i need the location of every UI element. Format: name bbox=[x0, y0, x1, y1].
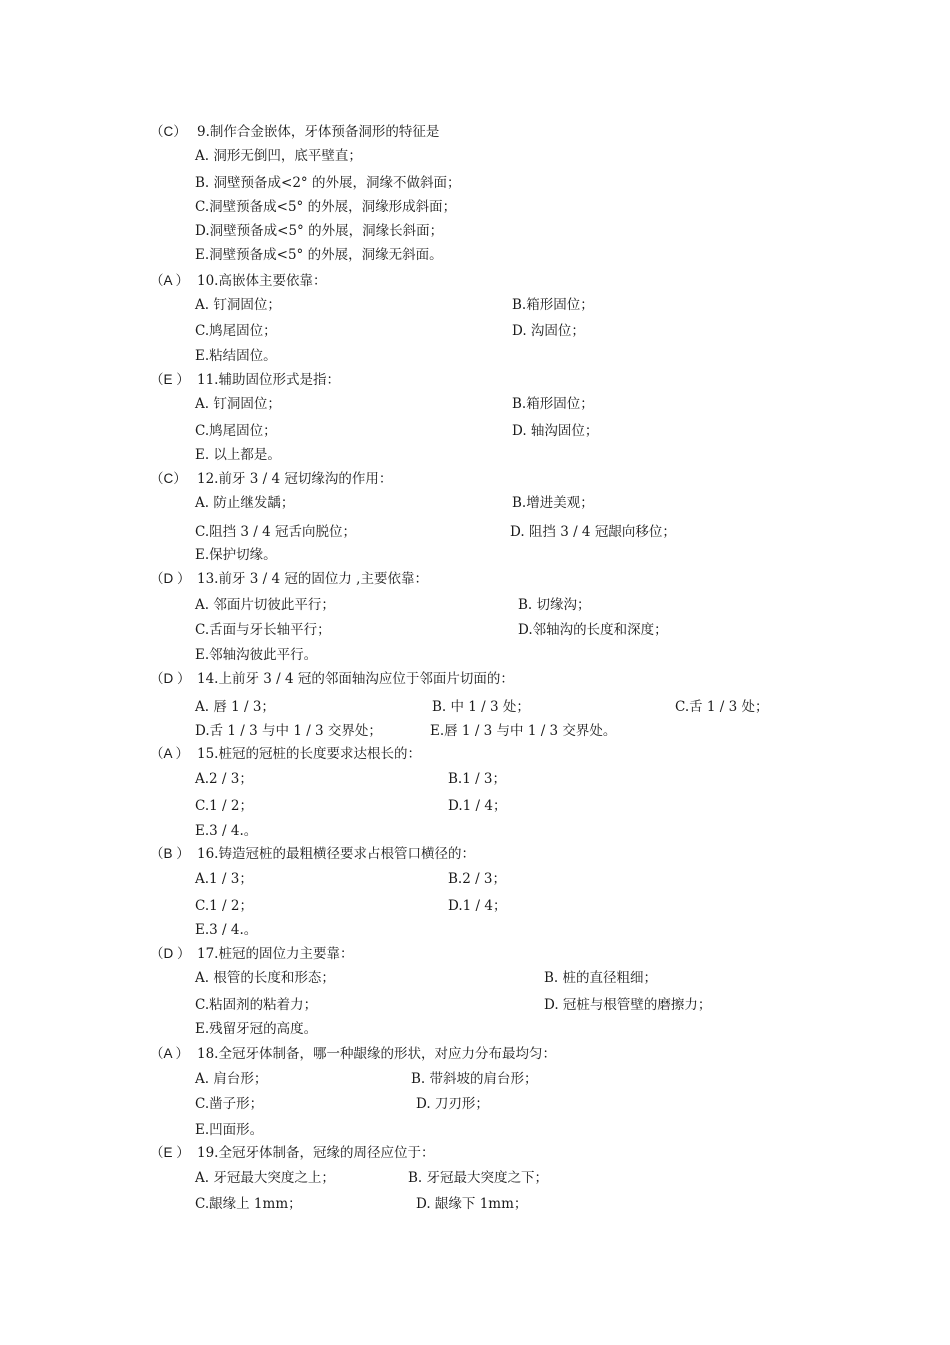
option: B.1 / 3； bbox=[448, 771, 507, 787]
option: D.1 / 4； bbox=[448, 798, 507, 814]
answer-label: （D ） bbox=[150, 571, 191, 586]
option: A. 洞形无倒凹，底平壁直； bbox=[195, 148, 362, 164]
option: B. 带斜坡的肩台形； bbox=[411, 1071, 538, 1087]
question-text: 16.铸造冠桩的最粗横径要求占根管口横径的： bbox=[197, 846, 475, 862]
option: E.粘结固位。 bbox=[195, 348, 277, 364]
option: E.凹面形。 bbox=[195, 1122, 264, 1138]
answer-label: （D ） bbox=[150, 671, 191, 686]
option: E.保护切缘。 bbox=[195, 547, 277, 563]
option: A. 根管的长度和形态； bbox=[195, 970, 335, 986]
option: B. 洞壁预备成<2° 的外展，洞缘不做斜面； bbox=[195, 175, 461, 191]
option: B. 牙冠最大突度之下； bbox=[408, 1170, 549, 1186]
option: D. 冠桩与根管壁的磨擦力； bbox=[544, 997, 712, 1013]
option: B.增进美观； bbox=[512, 495, 594, 511]
question-text: 18.全冠牙体制备，哪一种龈缘的形状，对应力分布最均匀： bbox=[197, 1046, 556, 1062]
option: D. 刀刃形； bbox=[416, 1096, 489, 1112]
answer-label: （B ） bbox=[150, 846, 190, 861]
question-text: 11.辅助固位形式是指： bbox=[197, 372, 340, 388]
option: E.唇 1 / 3 与中 1 / 3 交界处。 bbox=[430, 723, 617, 739]
option: A.2 / 3； bbox=[195, 771, 253, 787]
question-text: 12.前牙 3 / 4 冠切缘沟的作用： bbox=[197, 471, 393, 487]
option: C.鸠尾固位； bbox=[195, 423, 277, 439]
question-text: 17.桩冠的固位力主要靠： bbox=[197, 946, 354, 962]
option: A. 钉洞固位； bbox=[195, 297, 281, 313]
option: B.箱形固位； bbox=[512, 396, 594, 412]
option: C.龈缘上 1mm； bbox=[195, 1196, 302, 1212]
option: C.1 / 2； bbox=[195, 898, 253, 914]
question-text: 13.前牙 3 / 4 冠的固位力 ,主要依靠： bbox=[197, 571, 428, 587]
option: E.邻轴沟彼此平行。 bbox=[195, 647, 318, 663]
option: A.1 / 3； bbox=[195, 871, 253, 887]
option: D.洞壁预备成<5° 的外展，洞缘长斜面； bbox=[195, 223, 444, 239]
answer-label: （E ） bbox=[150, 1145, 190, 1160]
option: E.3 / 4.。 bbox=[195, 922, 258, 938]
option: C.舌面与牙长轴平行； bbox=[195, 622, 331, 638]
option: C.粘固剂的粘着力； bbox=[195, 997, 318, 1013]
question-text: 10.高嵌体主要依靠： bbox=[197, 273, 327, 289]
answer-label: （C） bbox=[150, 124, 187, 139]
option: C.阻挡 3 / 4 冠舌向脱位； bbox=[195, 524, 357, 540]
option: C.鸠尾固位； bbox=[195, 323, 277, 339]
option: D.舌 1 / 3 与中 1 / 3 交界处； bbox=[195, 723, 382, 739]
answer-label: （A ） bbox=[150, 746, 190, 761]
question-text: 9.制作合金嵌体，牙体预备洞形的特征是 bbox=[197, 124, 440, 140]
option: A. 防止继发龋； bbox=[195, 495, 295, 511]
option: A. 钉洞固位； bbox=[195, 396, 281, 412]
option: E.残留牙冠的高度。 bbox=[195, 1021, 318, 1037]
question-text: 19.全冠牙体制备，冠缘的周径应位于： bbox=[197, 1145, 435, 1161]
option: D. 龈缘下 1mm； bbox=[416, 1196, 528, 1212]
answer-label: （C） bbox=[150, 471, 187, 486]
option: C.舌 1 / 3 处； bbox=[675, 699, 769, 715]
option: A. 牙冠最大突度之上； bbox=[195, 1170, 335, 1186]
option: E. 以上都是。 bbox=[195, 447, 281, 463]
option: D. 阻挡 3 / 4 冠龈向移位； bbox=[510, 524, 676, 540]
option: A. 唇 1 / 3； bbox=[195, 699, 275, 715]
option: B. 中 1 / 3 处； bbox=[432, 699, 530, 715]
option: D.邻轴沟的长度和深度； bbox=[518, 622, 668, 638]
option: B.箱形固位； bbox=[512, 297, 594, 313]
question-text: 14.上前牙 3 / 4 冠的邻面轴沟应位于邻面片切面的： bbox=[197, 671, 514, 687]
option: A. 肩台形； bbox=[195, 1071, 268, 1087]
option: C.凿子形； bbox=[195, 1096, 264, 1112]
option: B. 切缘沟； bbox=[518, 597, 591, 613]
option: B.2 / 3； bbox=[448, 871, 507, 887]
option: D. 沟固位； bbox=[512, 323, 585, 339]
option: C.洞壁预备成<5° 的外展，洞缘形成斜面； bbox=[195, 199, 457, 215]
option: A. 邻面片切彼此平行； bbox=[195, 597, 335, 613]
option: E.洞壁预备成<5° 的外展，洞缘无斜面。 bbox=[195, 247, 443, 263]
answer-label: （A ） bbox=[150, 1046, 190, 1061]
option: E.3 / 4.。 bbox=[195, 823, 258, 839]
answer-label: （E ） bbox=[150, 372, 190, 387]
option: D. 轴沟固位； bbox=[512, 423, 599, 439]
answer-label: （A ） bbox=[150, 273, 190, 288]
question-text: 15.桩冠的冠桩的长度要求达根长的： bbox=[197, 746, 421, 762]
option: C.1 / 2； bbox=[195, 798, 253, 814]
option: B. 桩的直径粗细； bbox=[544, 970, 658, 986]
answer-label: （D ） bbox=[150, 946, 191, 961]
option: D.1 / 4； bbox=[448, 898, 507, 914]
